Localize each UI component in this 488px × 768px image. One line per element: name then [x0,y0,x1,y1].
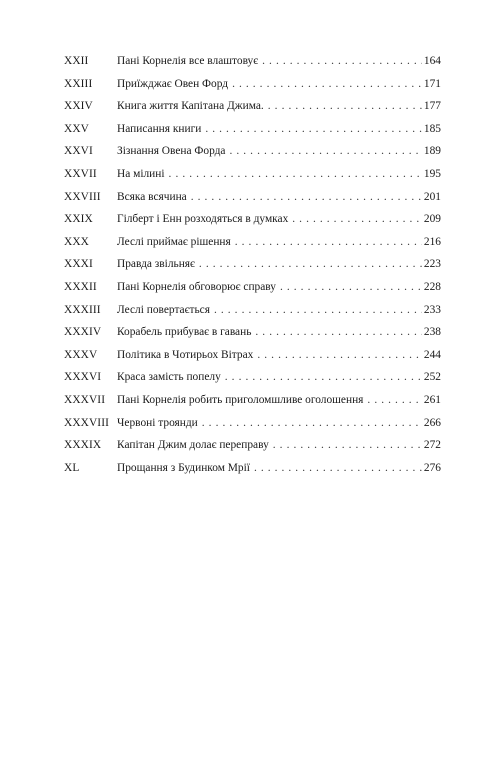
toc-entry [64,434,441,457]
chapter-number: XXIV [64,100,93,113]
page-number: 216 [423,235,441,248]
dot-leader [199,253,422,276]
toc-entry [64,366,441,389]
dot-leader [229,140,421,163]
page-number: 223 [423,258,441,271]
toc-entry [64,276,441,299]
dot-leader [169,163,422,186]
dot-leader [292,208,422,231]
dot-leader [268,95,422,118]
toc-entry [64,299,441,322]
chapter-title: Краса замість попелу [117,371,221,384]
chapter-number: XXV [64,122,89,135]
chapter-title: Леслі повертається [117,303,210,316]
page-number: 266 [423,416,441,429]
page-number: 195 [423,167,441,180]
toc-entry [64,231,441,254]
page-number: 272 [423,439,441,452]
toc-entry [64,412,441,435]
page-number: 244 [423,348,441,361]
chapter-title: Книга життя Капітана Джима. [117,100,264,113]
dot-leader [273,434,422,457]
chapter-title: Приїжджає Овен Форд [117,77,229,90]
page-number: 177 [423,100,441,113]
dot-leader [225,366,422,389]
toc-entry [64,186,441,209]
chapter-number: XXIII [64,77,93,90]
dot-leader [255,321,422,344]
chapter-title: Пані Корнелія обговорює справу [117,280,276,293]
dot-leader [232,73,422,96]
chapter-number: XXXI [64,258,93,271]
chapter-title: Капітан Джим долає переправу [117,439,269,452]
chapter-number: XXVI [64,145,93,158]
page-number: 228 [423,280,441,293]
toc-entry [64,344,441,367]
chapter-number: XXXVII [64,393,106,406]
chapter-number: XXXIX [64,439,102,452]
toc-entry [64,253,441,276]
toc-entry [64,163,441,186]
page-number: 276 [423,461,441,474]
dot-leader [191,186,422,209]
chapter-title: На мілині [117,167,165,180]
toc-entry [64,73,441,96]
chapter-number: XXXVIII [64,416,109,429]
table-of-contents [64,50,441,479]
page-number: 261 [423,393,441,406]
chapter-title: Написання книги [117,122,202,135]
chapter-number: XXX [64,235,89,248]
dot-leader [367,389,421,412]
chapter-title: Політика в Чотирьох Вітрах [117,348,254,361]
dot-leader [257,344,422,367]
toc-entry [64,208,441,231]
chapter-number: XXIX [64,213,93,226]
chapter-number: XXXVI [64,371,102,384]
toc-entry [64,457,441,480]
chapter-number: XXXIV [64,326,102,339]
chapter-title: Зізнання Овена Форда [117,145,226,158]
chapter-title: Червоні троянди [117,416,198,429]
dot-leader [262,50,422,73]
toc-entry [64,118,441,141]
dot-leader [235,231,422,254]
toc-entry [64,140,441,163]
chapter-number: XL [64,461,80,474]
chapter-number: XXVIII [64,190,101,203]
chapter-title: Леслі приймає рішення [117,235,231,248]
page-number: 164 [423,55,441,67]
page-number: 171 [423,77,441,90]
chapter-number: XXII [64,55,89,67]
chapter-title: Корабель прибуває в гавань [117,326,252,339]
toc-entry [64,50,441,73]
toc-entry [64,389,441,412]
page-number: 189 [423,145,441,158]
toc-entry [64,321,441,344]
dot-leader [205,118,422,141]
chapter-number: XXXIII [64,303,101,316]
dot-leader [202,412,422,435]
chapter-title: Пані Корнелія робить приголомшливе оголошення [117,393,364,406]
chapter-number: XXXII [64,280,97,293]
page-number: 201 [423,190,441,203]
chapter-number: XXVII [64,167,97,180]
page-number: 252 [423,371,441,384]
toc-entry [64,95,441,118]
dot-leader [214,299,422,322]
chapter-title: Пані Корнелія все влаштовує [117,55,259,67]
page-number: 233 [423,303,441,316]
chapter-title: Всяка всячина [117,190,187,203]
page-number: 238 [423,326,441,339]
dot-leader [254,457,422,480]
chapter-title: Прощання з Будинком Мрії [117,461,250,474]
chapter-number: XXXV [64,348,98,361]
page-number: 185 [423,122,441,135]
chapter-title: Гілберт і Енн розходяться в думках [117,213,289,226]
page-number: 209 [423,213,441,226]
dot-leader [280,276,422,299]
chapter-title: Правда звільняє [117,258,195,271]
